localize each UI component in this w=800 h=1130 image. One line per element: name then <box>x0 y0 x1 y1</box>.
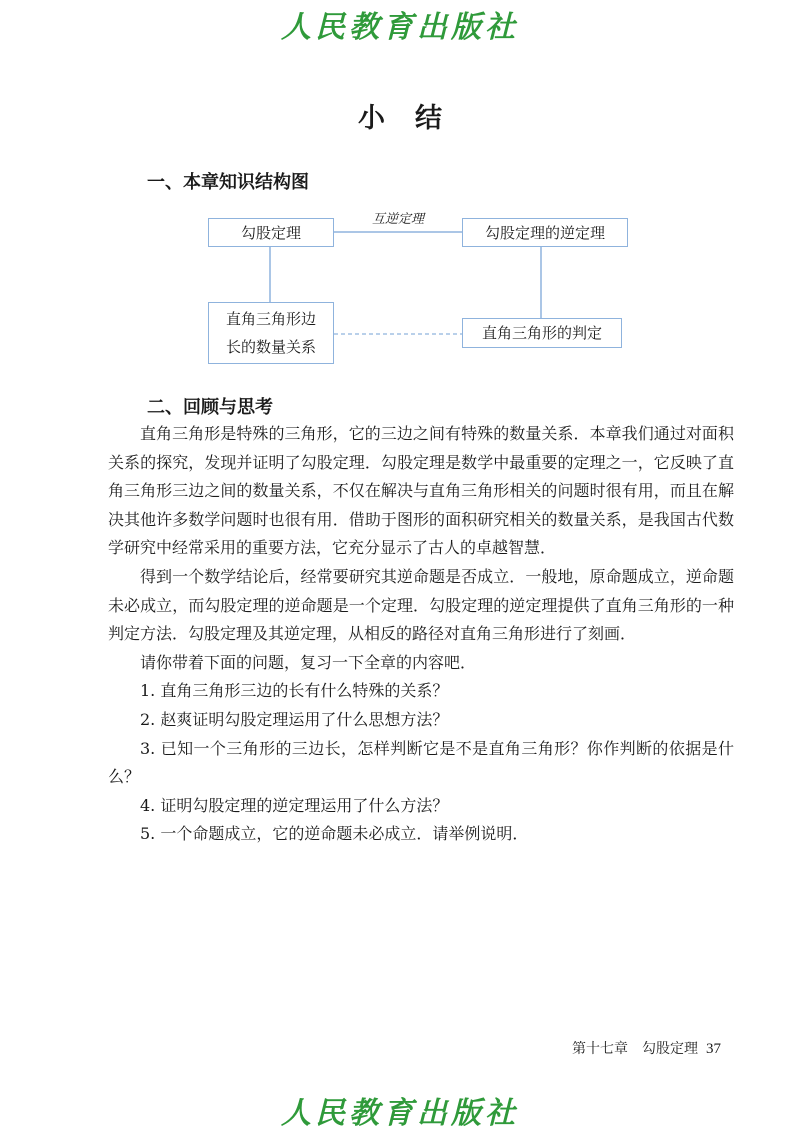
section-heading-review: 二、回顾与思考 <box>147 397 273 418</box>
question-item: 1. 直角三角形三边的长有什么特殊的关系？ <box>140 681 449 701</box>
question-item: 2. 赵爽证明勾股定理运用了什么思想方法？ <box>140 709 449 729</box>
publisher-logo-bottom: 人民教育出版社 <box>281 1096 519 1130</box>
diagram-edge-label: 互逆定理 <box>372 212 425 227</box>
paragraph: 得到一个数学结论后，经常要研究其逆命题是否成立．一般地，原命题成立，逆命题未必成立，而勾股定理的逆命题是一个定理．勾股定理的逆定理提供了直角三角形的一种判定方法．勾股定理及其逆定理，从相反的路径对直角三角形进行了刻画． <box>108 566 734 644</box>
publisher-logo-top: 人民教育出版社 <box>281 10 519 45</box>
question-item: 5. 一个命题成立，它的逆命题未必成立．请举例说明． <box>140 824 529 844</box>
question-item: 4. 证明勾股定理的逆定理运用了什么方法？ <box>140 795 449 815</box>
diagram-node-pythagorean-theorem <box>208 218 334 247</box>
page-footer <box>572 1038 721 1058</box>
node-label: 勾股定理的逆定理 <box>484 223 605 242</box>
question-item: 3. 已知一个三角形的三边长，怎样判断它是不是直角三角形？你作判断的依据是什么？ <box>108 738 734 787</box>
paragraph: 请你带着下面的问题，复习一下全章的内容吧． <box>140 652 477 672</box>
node-label: 勾股定理 <box>240 223 301 242</box>
diagram-node-right-triangle-test <box>462 318 622 348</box>
page-title: 小结 <box>358 103 472 134</box>
paragraph: 直角三角形是特殊的三角形，它的三边之间有特殊的数量关系．本章我们通过对面积关系的探究，发现并证明了勾股定理．勾股定理是数学中最重要的定理之一，它反映了直角三角形三边之间的数量关系，不仅在解决与直角三角形相关的问题时很有用，而且在解决其他许多数学问题时也很有用．借助于图形的面积研究相关的数量关系，是我国古代数学研究中经常采用的重要方法，它充分显示了古人的卓越智慧． <box>108 424 734 558</box>
chapter-label: 第十七章 勾股定理 <box>572 1041 698 1057</box>
node-label: 直角三角形边长的数量关系 <box>225 310 316 356</box>
review-body <box>108 420 734 849</box>
diagram-node-side-relation <box>208 302 334 364</box>
diagram-node-converse-theorem <box>462 218 628 247</box>
node-label: 直角三角形的判定 <box>481 324 602 342</box>
section-heading-structure: 一、本章知识结构图 <box>147 172 309 193</box>
page-number: 37 <box>706 1041 721 1057</box>
